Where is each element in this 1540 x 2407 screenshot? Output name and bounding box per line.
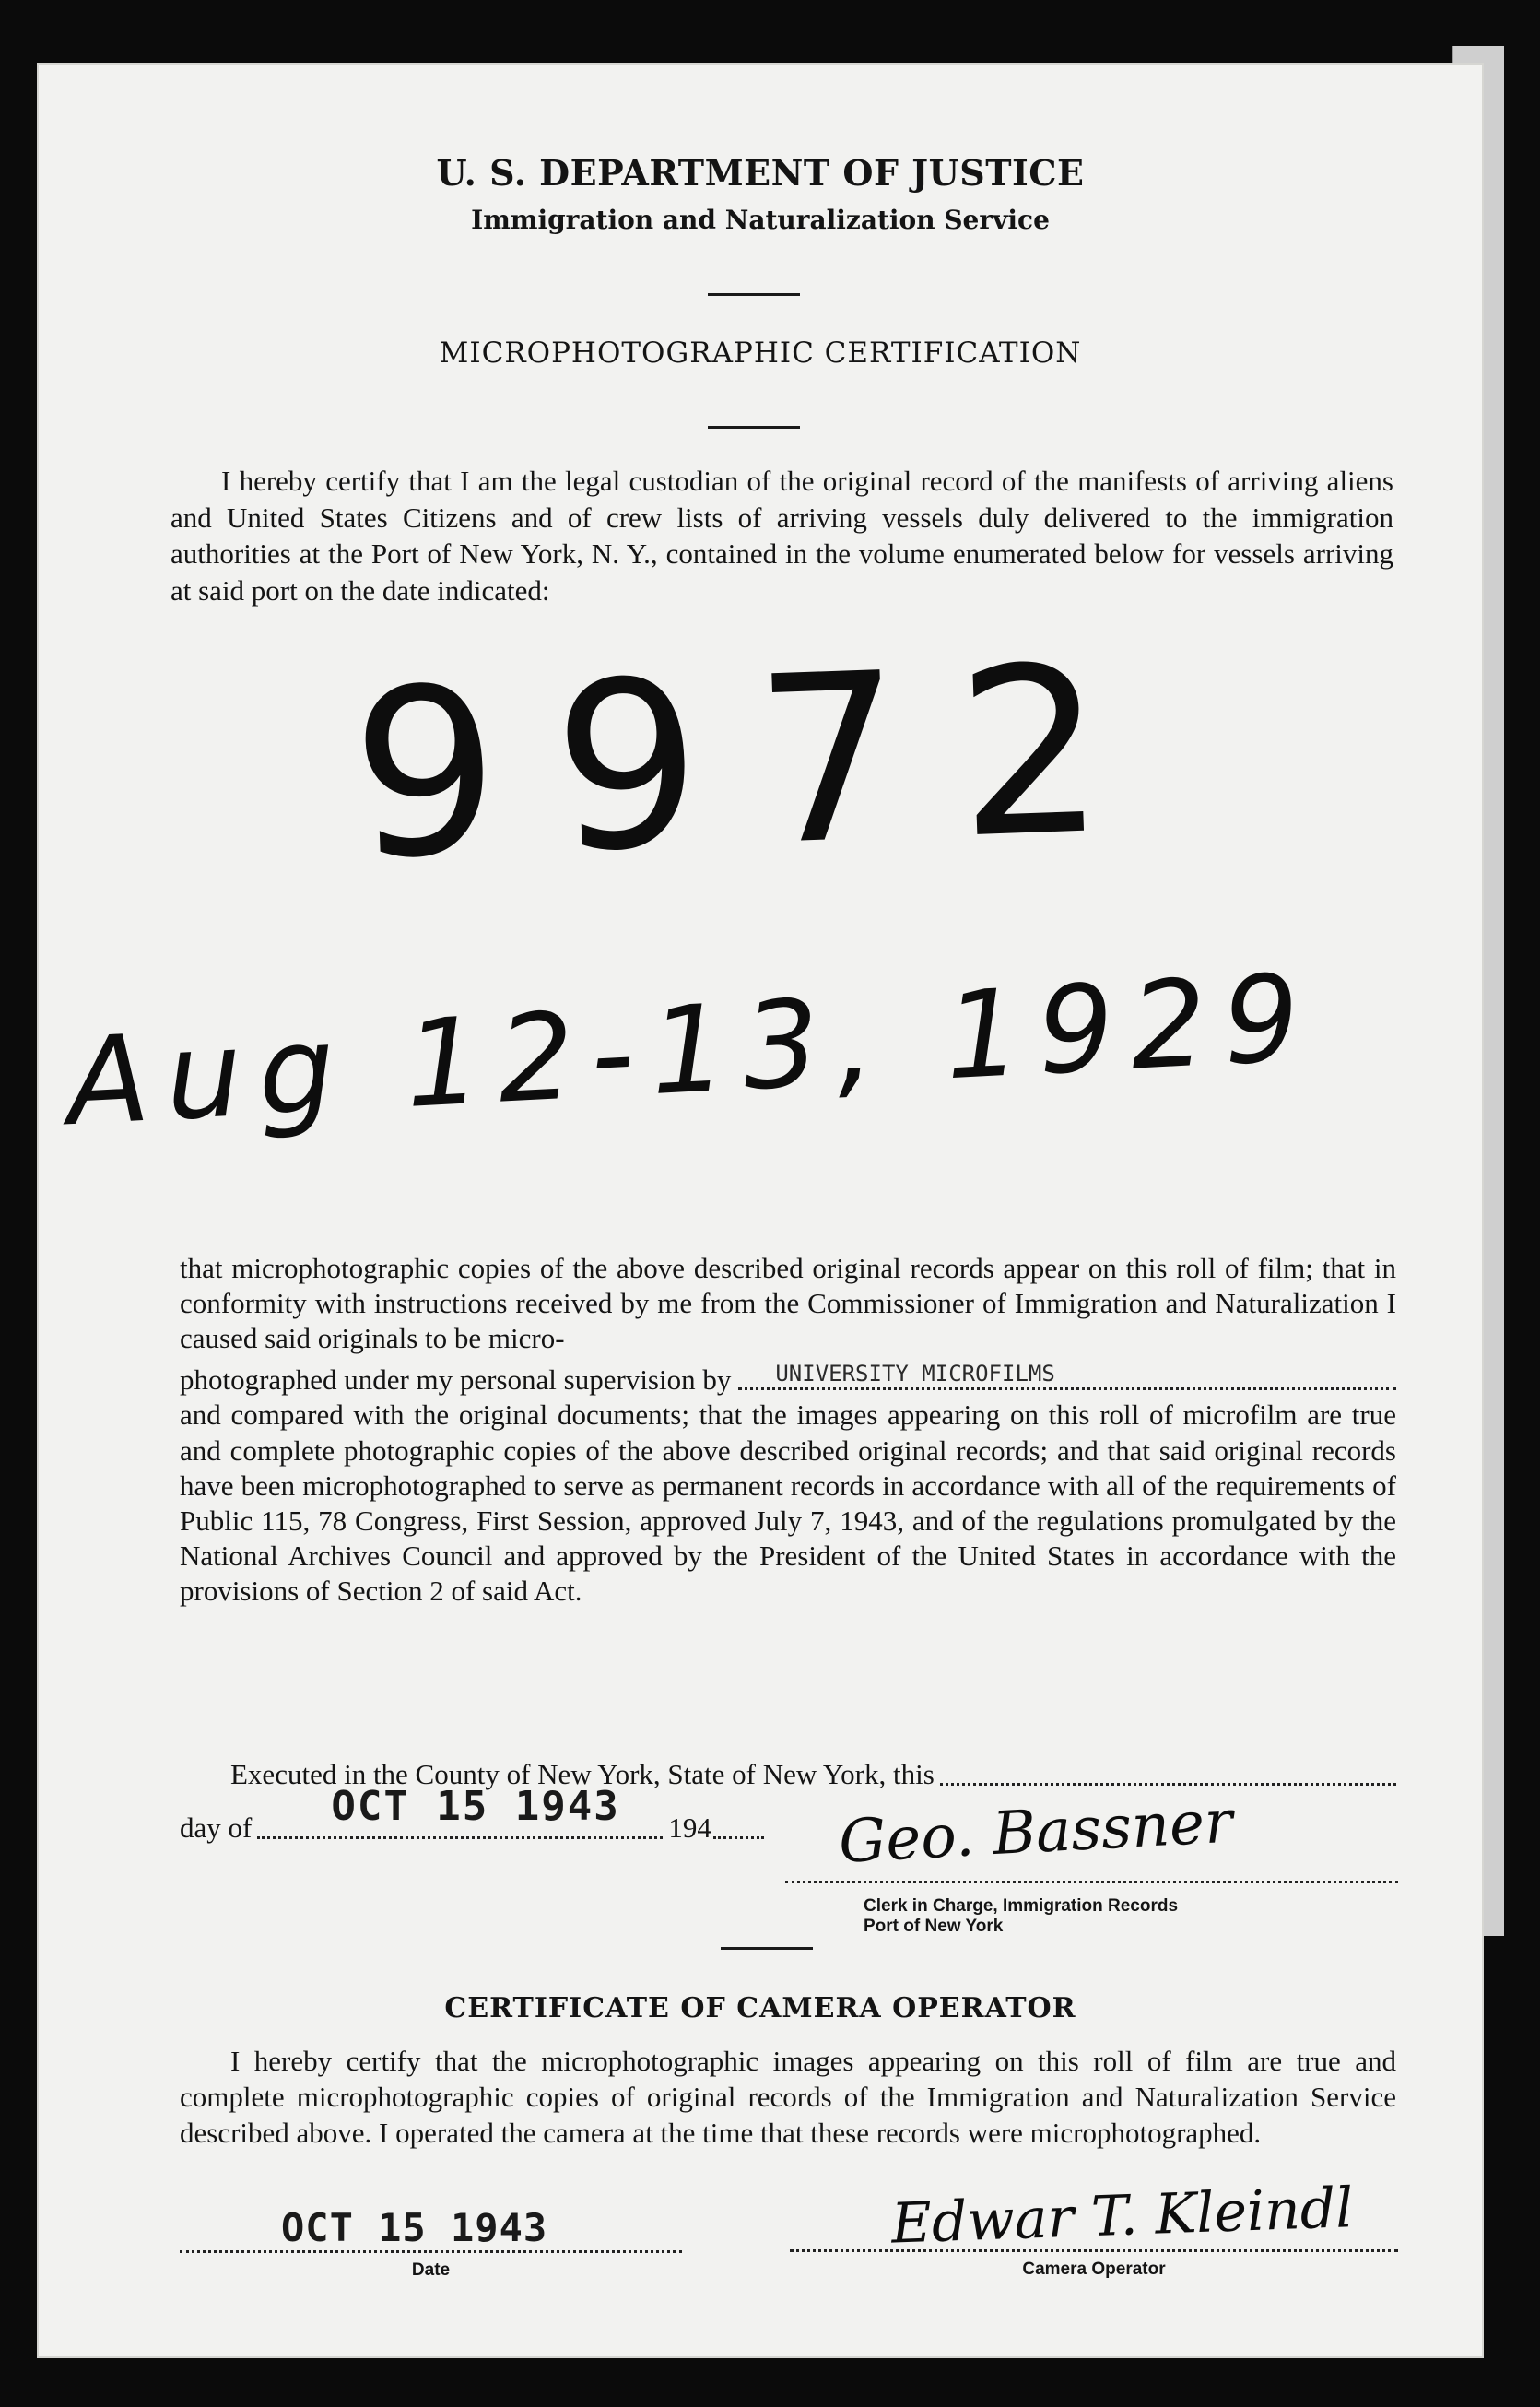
day-of-line: [180, 1782, 843, 1847]
header-divider: [708, 293, 800, 296]
day-of-stamp: OCT 15 1943: [331, 1782, 620, 1830]
supervisor-blank: [738, 1360, 1396, 1390]
clerk-signature-line: [785, 1881, 1398, 1883]
camera-divider: [721, 1947, 813, 1950]
clerk-title-line1: Clerk in Charge, Immigration Records: [864, 1896, 1179, 1916]
year-prefix: 194: [668, 1811, 711, 1845]
clerk-title-line2: Port of New York: [864, 1916, 1004, 1936]
clerk-signature-block: [785, 1788, 1398, 1937]
executed-text: Executed in the County of New York, State of New York, this: [230, 1758, 935, 1790]
volume-number-handwritten: [347, 613, 1277, 911]
date-range: Aug 12-13, 1929: [64, 947, 1320, 1153]
volume-number: 9972: [347, 613, 1165, 911]
intro-text: I hereby certify that I am the legal custodian of the original record of the manifests of arriving aliens and United States Citizens and of crew lists of arriving vessels duly delivered to the immigration authorities at the Port of New York, N. Y., contained in the volume enumerated below for vessels arriving at said port on the date indicated:: [170, 465, 1393, 608]
intro-paragraph: [170, 463, 1393, 609]
camera-operator-label: Camera Operator: [1022, 2260, 1166, 2279]
certification-title: MICROPHOTOGRAPHIC CERTIFICATION: [439, 336, 1082, 370]
title-divider: [708, 426, 800, 429]
camera-date-block: [180, 2205, 682, 2281]
camera-certificate-title: CERTIFICATE OF CAMERA OPERATOR: [444, 1992, 1076, 2024]
camera-operator-signature: Edwar T. Kleindl: [889, 2176, 1355, 2257]
date-range-handwritten: [64, 947, 1452, 1153]
camera-date-stamp: OCT 15 1943: [281, 2205, 548, 2250]
camera-paragraph: [180, 2043, 1396, 2151]
camera-operator-block: [790, 2176, 1398, 2280]
camera-text: I hereby certify that the microphotographic images appearing on this roll of film are true and complete microphotographic copies of original records of the Immigration and Naturalization Service described above. I operated the camera at the time that these records were microphotographed.: [180, 2045, 1396, 2150]
camera-date-line: [180, 2250, 682, 2253]
body-text-part1: that microphotographic copies of the above described original records appear on this roll of film; that in conformity with instructions received by me from the Commissioner of Immigration and Naturalization I caused said originals to be micro-: [180, 1252, 1396, 1355]
service-subheading: Immigration and Naturalization Service: [471, 205, 1050, 235]
camera-date-area: [180, 2205, 682, 2250]
supervisor-typed: UNIVERSITY MICROFILMS: [775, 1360, 1055, 1386]
body-text-part3: and compared with the original documents; that the images appearing on this roll of microfilm are true and complete photographic copies of the above described original records; and that said original records have been microphotographed to serve as permanent records in accordance with all of the requirements of Public 115, 78 Congress, First Session, approved July 7, 1943, and of the regulations promulgated by the National Archives Council and approved by the President of the United States in accordance with the provisions of Section 2 of said Act.: [180, 1398, 1396, 1607]
day-of-label: day of: [180, 1811, 253, 1845]
department-heading: U. S. DEPARTMENT OF JUSTICE: [436, 152, 1085, 194]
certificate-page: [37, 63, 1484, 2358]
body-paragraph: [180, 1251, 1396, 1609]
year-blank: [713, 1836, 764, 1839]
day-of-blank: [257, 1782, 663, 1839]
executed-blank: [940, 1783, 1396, 1786]
supervision-lead: photographed under my personal supervision by: [180, 1363, 732, 1397]
camera-date-label: Date: [411, 2260, 451, 2280]
clerk-signature: Geo. Bassner: [837, 1788, 1235, 1877]
supervision-line: [180, 1360, 1396, 1398]
